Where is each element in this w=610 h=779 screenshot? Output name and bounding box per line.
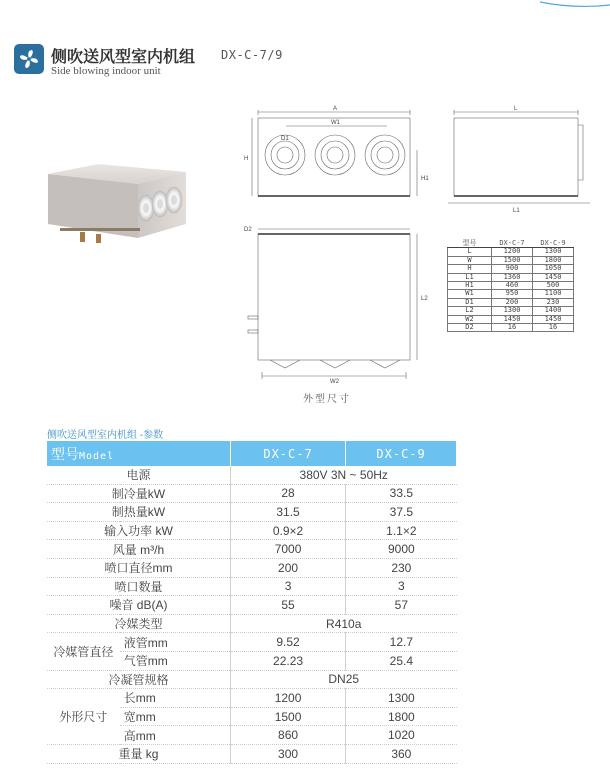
spec-row-power xyxy=(47,466,457,484)
dimension-table-cell: 1400 xyxy=(533,307,574,315)
dim-label-l1: L1 xyxy=(513,208,520,214)
spec-label: 重量 kg xyxy=(47,744,230,763)
spec-label: 输入功率 kW xyxy=(47,521,230,540)
dim-label-d2: D2 xyxy=(244,227,252,233)
spec-value: 1.1×2 xyxy=(346,521,457,540)
dimension-table-cell: 1300 xyxy=(492,307,533,315)
dimension-table-cell: H1 xyxy=(448,282,492,290)
dim-label-w2: W2 xyxy=(330,379,339,385)
spec-value: 1020 xyxy=(346,726,457,745)
spec-header-col2: DX-C-9 xyxy=(346,441,457,466)
dimension-table-cell: 16 xyxy=(492,324,533,332)
spec-label: 冷媒类型 xyxy=(47,614,230,633)
spec-value: 3 xyxy=(230,577,345,596)
spec-row-nozzle-diameter xyxy=(47,558,457,577)
spec-row-length xyxy=(47,689,457,708)
dimension-table-cell: 1300 xyxy=(533,248,574,256)
spec-header-row xyxy=(47,441,457,466)
dimension-table-row xyxy=(448,265,574,273)
spec-label: 喷口直径mm xyxy=(47,558,230,577)
dimension-table-cell: D2 xyxy=(448,324,492,332)
dimension-table-cell: 1500 xyxy=(492,256,533,264)
dimension-table-cell: 1800 xyxy=(533,256,574,264)
spec-value: 1800 xyxy=(346,707,457,726)
spec-header-model-cn: 型号 xyxy=(51,445,79,462)
dimension-table-cell: 1450 xyxy=(533,273,574,281)
dim-label-h1: H1 xyxy=(421,176,429,182)
spec-value: 57 xyxy=(346,596,457,615)
spec-header-col1: DX-C-7 xyxy=(230,441,345,466)
dimension-caption: 外型尺寸 xyxy=(303,394,351,405)
spec-value: 360 xyxy=(346,744,457,763)
dimension-table-cell: 1100 xyxy=(533,290,574,298)
dimension-table-cell: W1 xyxy=(448,290,492,298)
spec-row-airflow xyxy=(47,540,457,559)
spec-header-model xyxy=(47,441,230,466)
dimension-table-cell: 1050 xyxy=(533,265,574,273)
spec-value: 33.5 xyxy=(346,484,457,503)
spec-table xyxy=(47,441,457,764)
dimension-table-cell: 1450 xyxy=(533,315,574,323)
spec-label: 制冷量kW xyxy=(47,484,230,503)
dimension-table-cell: W xyxy=(448,256,492,264)
spec-label: 宽mm xyxy=(120,707,231,726)
spec-row-nozzle-count xyxy=(47,577,457,596)
spec-row-heating xyxy=(47,503,457,522)
dimension-table-head-cell: DX-C-9 xyxy=(533,240,574,248)
spec-row-noise xyxy=(47,596,457,615)
spec-header-model-en: Model xyxy=(79,450,115,462)
spec-group-label: 外形尺寸 xyxy=(47,689,120,745)
dimension-table-cell: L1 xyxy=(448,273,492,281)
spec-row-input-power xyxy=(47,521,457,540)
spec-value: 230 xyxy=(346,558,457,577)
section-label: 侧吹送风型室内机组 -参数 xyxy=(47,430,164,441)
spec-value: 25.4 xyxy=(346,651,457,670)
dimension-table-cell: 1450 xyxy=(492,315,533,323)
spec-value: 55 xyxy=(230,596,345,615)
dim-label-w1: W1 xyxy=(331,120,340,126)
spec-value: R410a xyxy=(230,614,456,633)
spec-label: 液管mm xyxy=(120,633,231,652)
spec-label: 冷凝管规格 xyxy=(47,670,230,689)
spec-row-drain xyxy=(47,670,457,689)
model-number: DX-C-7/9 xyxy=(221,48,283,62)
dim-label-h: H xyxy=(244,156,249,162)
spec-value: 9000 xyxy=(346,540,457,559)
dimension-table-head-cell: DX-C-7 xyxy=(492,240,533,248)
dimension-table-row xyxy=(448,324,574,332)
spec-label: 制热量kW xyxy=(47,503,230,522)
dimension-table-cell: D1 xyxy=(448,298,492,306)
spec-label: 风量 m³/h xyxy=(47,540,230,559)
spec-label: 高mm xyxy=(120,726,231,745)
spec-value: 3 xyxy=(346,577,457,596)
spec-label: 电源 xyxy=(47,466,230,484)
dim-label-l2: L2 xyxy=(421,296,428,302)
spec-value: 7000 xyxy=(230,540,345,559)
spec-value: 860 xyxy=(230,726,345,745)
spec-value: DN25 xyxy=(230,670,456,689)
dimension-table-cell: 460 xyxy=(492,282,533,290)
dimension-table-cell: W2 xyxy=(448,315,492,323)
page-title: 侧吹送风型室内机组 xyxy=(51,49,196,66)
dimension-table-head-cell: 型号 xyxy=(448,240,492,248)
spec-value: 300 xyxy=(230,744,345,763)
dimension-table-cell: 230 xyxy=(533,298,574,306)
spec-value: 31.5 xyxy=(230,503,345,522)
spec-label: 喷口数量 xyxy=(47,577,230,596)
dimension-table-cell: 16 xyxy=(533,324,574,332)
spec-label: 长mm xyxy=(120,689,231,708)
spec-value: 200 xyxy=(230,558,345,577)
spec-row-weight xyxy=(47,744,457,763)
dim-label-d1: D1 xyxy=(281,136,289,142)
spec-label: 气管mm xyxy=(120,651,231,670)
dimension-table-cell: 1360 xyxy=(492,273,533,281)
spec-value: 1200 xyxy=(230,689,345,708)
spec-value: 380V 3N ~ 50Hz xyxy=(230,466,456,484)
spec-label: 噪音 dB(A) xyxy=(47,596,230,615)
spec-row-refrigerant xyxy=(47,614,457,633)
dimension-table xyxy=(447,240,574,332)
dimension-table-cell: H xyxy=(448,265,492,273)
dimension-table-cell: 200 xyxy=(492,298,533,306)
spec-value: 0.9×2 xyxy=(230,521,345,540)
page-subtitle: Side blowing indoor unit xyxy=(51,65,161,77)
dimension-table-cell: L xyxy=(448,248,492,256)
spec-value: 1500 xyxy=(230,707,345,726)
spec-row-cooling xyxy=(47,484,457,503)
dimension-table-cell: 1200 xyxy=(492,248,533,256)
spec-group-label: 冷媒管直径 xyxy=(47,633,120,670)
dimension-table-cell: 900 xyxy=(492,265,533,273)
spec-row-liquid-pipe xyxy=(47,633,457,652)
dimension-table-cell: 500 xyxy=(533,282,574,290)
dim-label-a: A xyxy=(333,106,338,112)
dimension-table-row xyxy=(448,307,574,315)
spec-value: 1300 xyxy=(346,689,457,708)
spec-value: 9.52 xyxy=(230,633,345,652)
spec-value: 22.23 xyxy=(230,651,345,670)
dimension-table-cell: 950 xyxy=(492,290,533,298)
dimension-table-cell: L2 xyxy=(448,307,492,315)
spec-value: 28 xyxy=(230,484,345,503)
spec-value: 37.5 xyxy=(346,503,457,522)
spec-value: 12.7 xyxy=(346,633,457,652)
dim-label-l: L xyxy=(514,106,518,112)
